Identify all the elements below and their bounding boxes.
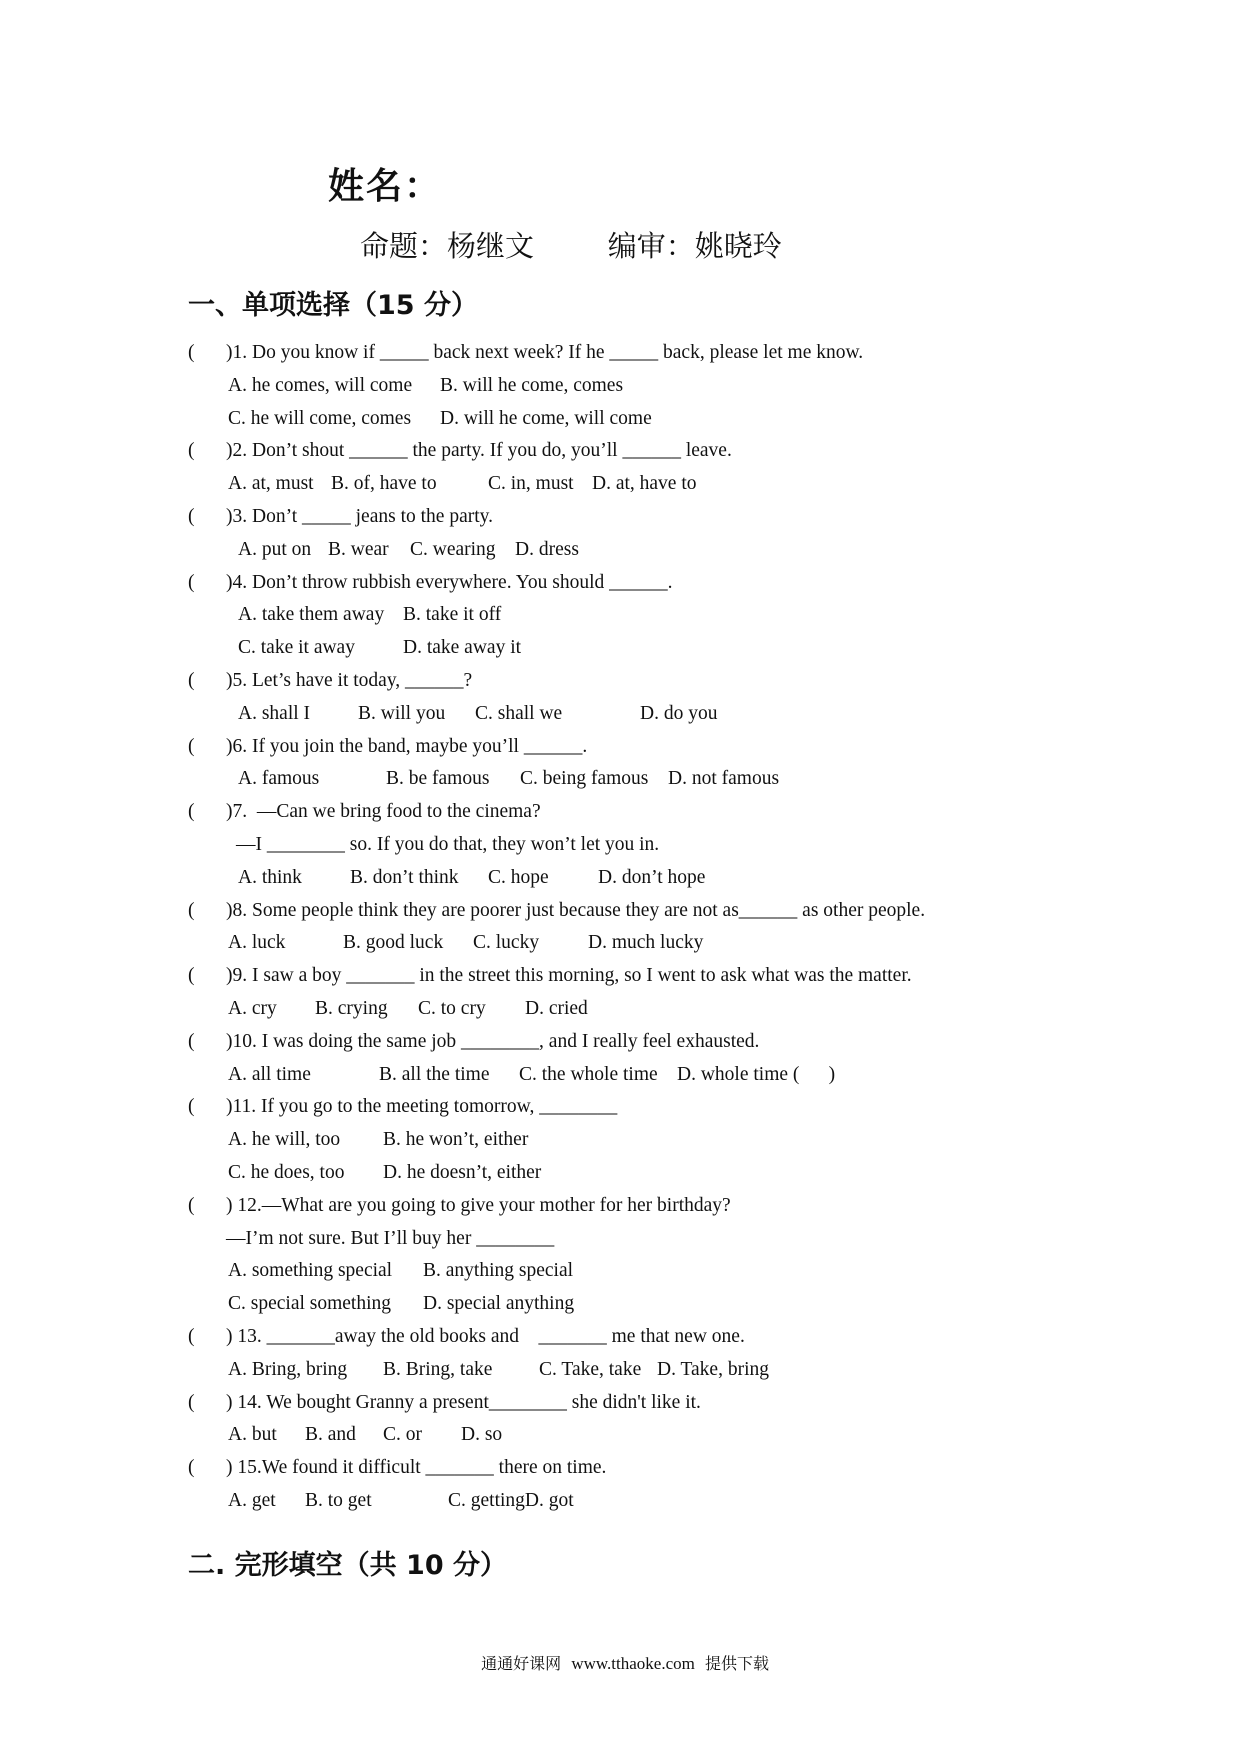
option-a[interactable]: A. at, must: [228, 473, 314, 495]
question-stem: )6. If you join the band, maybe you’ll ______.: [226, 735, 588, 757]
question-9-stem-line: [188, 960, 1148, 993]
option-c[interactable]: C. gettingD. got: [448, 1489, 574, 1511]
option-a[interactable]: A. think: [238, 866, 302, 888]
question-1-stem-line: [188, 337, 1148, 370]
option-b[interactable]: B. to get: [305, 1489, 372, 1511]
name-label: 姓名：: [328, 166, 443, 207]
answer-bracket[interactable]: (: [188, 1457, 195, 1479]
question-8-stem-line: [188, 895, 1148, 928]
question-list: [188, 337, 1148, 1518]
question-13-stem-line: [188, 1321, 1148, 1354]
option-line: [188, 698, 1148, 731]
option-line: [188, 1157, 1148, 1190]
option-d[interactable]: D. dress: [515, 538, 579, 560]
option-a[interactable]: A. famous: [238, 768, 320, 790]
question-stem: )10. I was doing the same job ________, and I really feel exhausted.: [226, 1030, 760, 1052]
question-stem: ) 15.We found it difficult _______ there on time.: [226, 1457, 607, 1479]
option-c[interactable]: C. lucky: [473, 932, 540, 954]
question-stem: )7. —Can we bring food to the cinema?: [226, 801, 541, 823]
question-14-stem-line: [188, 1387, 1148, 1420]
answer-bracket[interactable]: (: [188, 1096, 195, 1118]
question-stem: )4. Don’t throw rubbish everywhere. You should ______.: [226, 571, 673, 593]
option-d[interactable]: D. take away it: [403, 637, 522, 659]
option-d[interactable]: D. whole time ( ): [677, 1063, 836, 1085]
answer-bracket[interactable]: (: [188, 735, 195, 757]
option-b[interactable]: B. of, have to: [331, 473, 437, 495]
answer-bracket[interactable]: (: [188, 669, 195, 691]
answer-bracket[interactable]: (: [188, 1194, 195, 1216]
option-line: [188, 1419, 1148, 1452]
option-b[interactable]: B. be famous: [386, 768, 490, 790]
option-b[interactable]: B. he won’t, either: [383, 1129, 529, 1151]
option-a[interactable]: A. all time: [228, 1063, 311, 1085]
question-stem: ) 12.—What are you going to give your mother for her birthday?: [226, 1194, 731, 1216]
option-a[interactable]: A. something special: [228, 1260, 393, 1282]
option-c[interactable]: C. shall we: [475, 702, 563, 724]
option-line: [188, 534, 1148, 567]
question-stem: )5. Let’s have it today, ______?: [226, 669, 473, 691]
option-line: [188, 1354, 1148, 1387]
option-line: [188, 1485, 1148, 1518]
option-line: [188, 763, 1148, 796]
option-line: [188, 403, 1148, 436]
option-b[interactable]: B. anything special: [423, 1260, 574, 1282]
option-b[interactable]: B. don’t think: [350, 866, 459, 888]
option-a[interactable]: A. get: [228, 1489, 276, 1511]
option-a[interactable]: A. he comes, will come: [228, 374, 413, 396]
option-c[interactable]: C. being famous: [520, 768, 649, 790]
option-d[interactable]: D. he doesn’t, either: [383, 1161, 542, 1183]
option-d[interactable]: D. special anything: [423, 1293, 575, 1315]
footer-action: 提供下载: [705, 1654, 770, 1673]
answer-bracket[interactable]: (: [188, 571, 195, 593]
option-a[interactable]: A. take them away: [238, 604, 385, 626]
question-stem: )1. Do you know if _____ back next week? If he _____ back, please let me know.: [226, 342, 864, 363]
question-11-stem-line: [188, 1091, 1148, 1124]
option-line: [188, 632, 1148, 665]
question-stem: ) 14. We bought Granny a present________ she didn't like it.: [226, 1391, 701, 1413]
option-b[interactable]: B. take it off: [403, 604, 502, 626]
option-d[interactable]: D. cried: [525, 997, 588, 1019]
option-c[interactable]: C. he does, too: [228, 1161, 345, 1183]
option-a[interactable]: A. but: [228, 1424, 277, 1446]
question-dialogue-line: [188, 829, 1148, 862]
option-b[interactable]: B. Bring, take: [383, 1358, 493, 1380]
answer-bracket[interactable]: (: [188, 440, 195, 462]
option-c[interactable]: C. take it away: [238, 637, 355, 659]
option-a[interactable]: A. cry: [228, 997, 277, 1019]
option-c[interactable]: C. hope: [488, 866, 549, 888]
option-d[interactable]: D. not famous: [668, 768, 780, 790]
footer: [0, 1632, 1240, 1674]
option-d[interactable]: D. at, have to: [592, 473, 697, 495]
option-a[interactable]: A. luck: [228, 932, 286, 954]
dialogue-reply: —I ________ so. If you do that, they won’t let you in.: [236, 833, 660, 855]
answer-bracket[interactable]: (: [188, 965, 195, 987]
question-3-stem-line: [188, 501, 1148, 534]
answer-bracket[interactable]: (: [188, 342, 195, 363]
option-b[interactable]: B. and: [305, 1424, 356, 1446]
section2-title: 二. 完形填空（共 10 分）: [188, 1550, 508, 1581]
question-4-stem-line: [188, 567, 1148, 600]
option-d[interactable]: D. will he come, will come: [440, 407, 652, 429]
option-line: [188, 468, 1148, 501]
option-a[interactable]: A. put on: [238, 538, 312, 560]
option-c[interactable]: C. Take, take: [539, 1358, 642, 1380]
option-a[interactable]: A. Bring, bring: [228, 1358, 348, 1380]
question-6-stem-line: [188, 731, 1148, 764]
option-line: [188, 1059, 1148, 1092]
authors-line: 命题：杨继文 编审：姚晓玲: [360, 229, 782, 263]
question-2-stem-line: [188, 435, 1148, 468]
option-line: [188, 1255, 1148, 1288]
option-b[interactable]: B. all the time: [379, 1063, 490, 1085]
option-c[interactable]: C. or: [383, 1424, 422, 1446]
option-line: [188, 993, 1148, 1026]
question-stem: )2. Don’t shout ______ the party. If you do, you’ll ______ leave.: [226, 440, 732, 462]
section1-title: 一、单项选择（15 分）: [188, 290, 478, 321]
question-stem: )3. Don’t _____ jeans to the party.: [226, 505, 493, 527]
answer-bracket[interactable]: (: [188, 1030, 195, 1052]
footer-site-name: 通通好课网: [481, 1654, 562, 1673]
question-10-stem-line: [188, 1026, 1148, 1059]
option-a[interactable]: A. shall I: [238, 702, 311, 724]
option-line: [188, 1124, 1148, 1157]
option-b[interactable]: B. will he come, comes: [440, 374, 624, 396]
question-stem: )11. If you go to the meeting tomorrow, ________: [226, 1096, 618, 1118]
answer-bracket[interactable]: (: [188, 505, 195, 527]
option-b[interactable]: B. will you: [358, 702, 446, 724]
option-c[interactable]: C. wearing: [410, 538, 496, 560]
option-d[interactable]: D. Take, bring: [657, 1358, 770, 1380]
option-c[interactable]: C. he will come, comes: [228, 407, 412, 429]
option-line: [188, 1288, 1148, 1321]
question-12-stem-line: [188, 1190, 1148, 1223]
answer-bracket[interactable]: (: [188, 899, 195, 921]
answer-bracket[interactable]: (: [188, 1391, 195, 1413]
question-stem: )8. Some people think they are poorer just because they are not as______ as other people.: [226, 899, 926, 921]
answer-bracket[interactable]: (: [188, 801, 195, 823]
option-d[interactable]: D. much lucky: [588, 932, 704, 954]
option-c[interactable]: C. the whole time: [519, 1063, 658, 1085]
option-c[interactable]: C. to cry: [418, 997, 486, 1019]
question-stem: ) 13. _______away the old books and _______ me that new one.: [226, 1325, 745, 1347]
option-c[interactable]: C. in, must: [488, 473, 574, 495]
option-d[interactable]: D. don’t hope: [598, 866, 706, 888]
option-d[interactable]: D. so: [461, 1424, 503, 1446]
option-b[interactable]: B. crying: [315, 997, 388, 1019]
option-c[interactable]: C. special something: [228, 1293, 392, 1315]
option-a[interactable]: A. he will, too: [228, 1129, 341, 1151]
option-b[interactable]: B. wear: [328, 538, 389, 560]
question-5-stem-line: [188, 665, 1148, 698]
question-dialogue-line: [188, 1223, 1148, 1256]
question-stem: )9. I saw a boy _______ in the street this morning, so I went to ask what was the matter.: [226, 965, 912, 987]
option-line: [188, 370, 1148, 403]
option-b[interactable]: B. good luck: [343, 932, 444, 954]
option-line: [188, 599, 1148, 632]
option-line: [188, 862, 1148, 895]
option-d[interactable]: D. do you: [640, 702, 718, 724]
dialogue-reply: —I’m not sure. But I’ll buy her ________: [226, 1227, 555, 1249]
question-7-stem-line: [188, 796, 1148, 829]
footer-url[interactable]: www.tthaoke.com: [571, 1654, 695, 1673]
question-15-stem-line: [188, 1452, 1148, 1485]
answer-bracket[interactable]: (: [188, 1325, 195, 1347]
option-line: [188, 927, 1148, 960]
